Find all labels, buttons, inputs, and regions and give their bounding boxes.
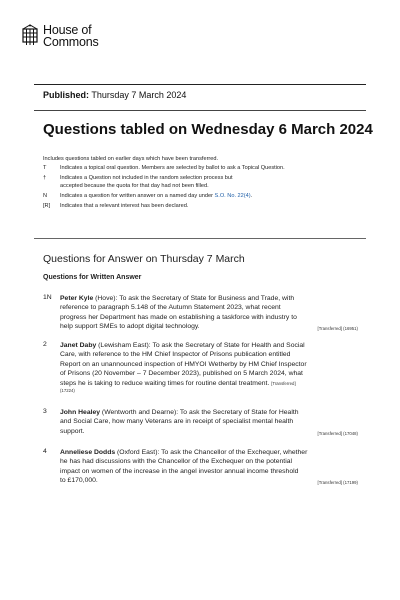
portcullis-icon	[21, 24, 39, 46]
key-text: Indicates a question for written answer on a named day under	[60, 193, 215, 199]
question-text-line: Care, with reference to the HM Chief Inspector of Prisons publication entitled	[60, 351, 291, 359]
constituency: (Oxford East):	[115, 449, 160, 456]
house-of-commons-logo	[21, 24, 99, 48]
key-text: accepted because the quota for that day had not been filled.	[60, 183, 209, 189]
logo-line-2: Commons	[43, 35, 99, 49]
published-divider	[34, 110, 366, 111]
section-divider	[34, 238, 366, 239]
question-number: 3	[43, 408, 47, 415]
question-text-line: progress her Department has made on establishing a taskforce with industry to	[60, 313, 297, 321]
question-text-line: to £170,000.	[60, 477, 98, 485]
page-title: Questions tabled on Wednesday 6 March 2024	[43, 121, 373, 138]
member-name: Anneliese Dodds	[60, 449, 116, 456]
logo-line-1: House of	[43, 23, 92, 37]
member-name: John Healey	[60, 409, 101, 416]
question-text-line: To ask the Secretary of State for Health and Social	[152, 342, 305, 349]
key-item-interest	[43, 202, 189, 211]
member-name: Peter Kyle	[60, 295, 94, 302]
question-body	[60, 294, 358, 332]
section-title: Questions for Answer on Thursday 7 March	[43, 253, 245, 265]
transferred-tag: [Transferred]	[271, 380, 296, 386]
question-text-line: he has had discussions with the Chancellor of the Exchequer on the potential	[60, 458, 292, 466]
question-text-line: help support SMEs to adopt digital technology.	[60, 323, 200, 331]
question-number: 1N	[43, 294, 52, 301]
published-label: Published:	[43, 90, 90, 100]
constituency: (Wentworth and Dearne):	[100, 409, 179, 416]
top-divider	[34, 84, 366, 85]
question-text-line: To ask the Secretary of State for Health	[179, 409, 299, 416]
question-text-line: support.	[60, 427, 85, 435]
transferred-tag: [Transferred] (17199)	[317, 480, 358, 486]
key-symbol: †	[43, 175, 47, 181]
question-body	[60, 408, 358, 436]
key-item-topical	[43, 164, 285, 173]
question-text-line: and Social Care, how many Veterans are in receipt of specialist mental health	[60, 418, 294, 426]
key-text: Indicates that a relevant interest has been declared.	[60, 203, 189, 209]
standing-order-link[interactable]: S.O. No. 22(4)	[214, 193, 251, 199]
question-body	[60, 448, 358, 486]
published-date: Thursday 7 March 2024	[91, 90, 187, 100]
intro-text: Includes questions tabled on earlier days which have been transferred.	[43, 156, 219, 162]
constituency: (Hove):	[93, 295, 118, 302]
key-text: Indicates a topical oral question. Members are selected by ballot to ask a Topical Question.	[60, 165, 285, 171]
key-symbol: T	[43, 165, 47, 171]
question-text-line: steps he is taking to reduce waiting times for routine dental treatment.	[60, 379, 270, 387]
subsection-title: Questions for Written Answer	[43, 274, 142, 281]
question-id: (17224)	[60, 388, 75, 394]
question-body	[60, 341, 358, 394]
member-name: Janet Daby	[60, 342, 97, 349]
key-symbol: N	[43, 193, 48, 199]
question-number: 2	[43, 341, 47, 348]
question-text-line: To ask the Secretary of State for Business and Trade, with	[119, 295, 295, 302]
published-line	[43, 90, 186, 100]
question-text-line: To ask the Chancellor of the Exchequer, whether	[161, 449, 308, 456]
question-number: 4	[43, 448, 47, 455]
key-symbol: [R]	[43, 203, 51, 209]
question-text-line: reference to paragraph 5.148 of the Autumn Statement 2023, what recent	[60, 304, 281, 312]
transferred-tag: [Transferred] (16951)	[317, 326, 358, 332]
question-text-line: Report on an unannounced inspection of HMYOI Wetherby by HM Chief Inspector	[60, 360, 307, 368]
key-item-named-day	[43, 192, 253, 201]
transferred-tag: [Transferred] (17048)	[317, 430, 358, 436]
key-text: Indicates a Question not included in the random selection process but	[60, 175, 233, 181]
question-text-line: of Prisons (20 November – 7 December 2023), published on 5 March 2024, what	[60, 370, 303, 378]
constituency: (Lewisham East):	[96, 342, 151, 349]
question-text-line: impact on women of the increase in the angel investor annual income threshold	[60, 467, 299, 475]
key-item-dagger-cont	[43, 182, 209, 191]
key-text-end: .	[250, 193, 253, 199]
